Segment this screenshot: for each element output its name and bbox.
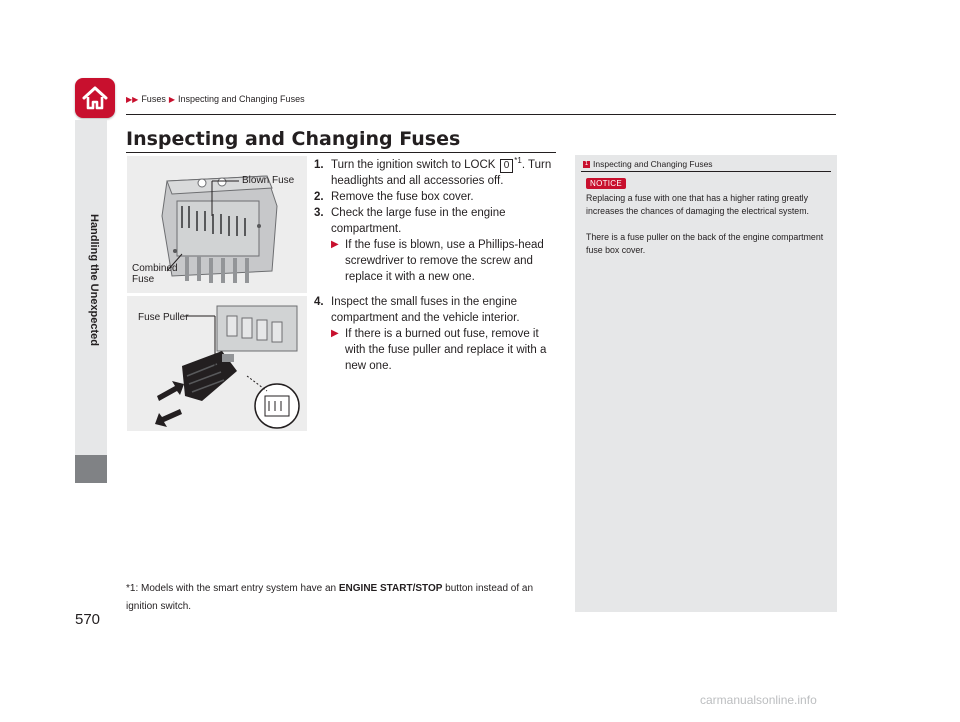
procedure-steps: [314, 157, 560, 374]
step-number: 4.: [314, 296, 324, 308]
sidebar-paragraph: There is a fuse puller on the back of the engine compartment fuse box cover.: [586, 232, 824, 255]
step-number: 3.: [314, 207, 324, 219]
sub-arrow-icon: ▶: [331, 239, 339, 250]
breadcrumb-link-fuses[interactable]: Fuses: [141, 94, 166, 104]
page-number: 570: [75, 611, 101, 628]
step-sub-item: [331, 237, 560, 285]
footnote-bold: ENGINE START/STOP: [338, 583, 443, 594]
sub-arrow-icon: ▶: [331, 328, 339, 339]
figure-fuse-box: [127, 156, 307, 293]
figure-fuse-puller: [127, 296, 307, 431]
header-rule: [126, 114, 836, 115]
breadcrumb-current: Inspecting and Changing Fuses: [177, 94, 305, 104]
footnote-text-end: button instead of an ignition switch.: [126, 583, 534, 612]
sidebar-heading-text: Inspecting and Changing Fuses: [593, 159, 713, 169]
step-4: [314, 294, 560, 374]
sub-text: If there is a burned out fuse, remove it with the fuse puller and replace it with a new one.: [345, 328, 547, 372]
chapter-side-tab-label: Handling the Unexpected: [88, 214, 100, 347]
step-2: [314, 189, 560, 205]
sidebar-paragraph: Replacing a fuse with one that has a higher rating greatly increases the chances of damaging the electrical system.: [586, 193, 809, 216]
label-combined-fuse-line1: Combined: [132, 263, 178, 274]
step-3: [314, 205, 560, 285]
home-icon: [81, 84, 109, 112]
label-combined-fuse-line2: Fuse: [132, 274, 155, 285]
sidebar-body: [586, 192, 826, 270]
chapter-side-tab-marker: [75, 455, 107, 483]
step-text-cont: . Turn headlights and all accessories off.: [331, 159, 552, 187]
notes-sidebar: [575, 155, 837, 612]
title-rule: [126, 152, 556, 153]
lock-key-symbol: 0: [500, 159, 514, 173]
watermark: carmanualsonline.info: [700, 693, 817, 707]
step-1: [314, 157, 560, 189]
notice-badge: NOTICE: [586, 178, 626, 189]
reference-icon: 1: [584, 160, 589, 167]
home-button[interactable]: [75, 78, 115, 118]
step-text: Check the large fuse in the engine compartment.: [331, 207, 506, 235]
page-title: Inspecting and Changing Fuses: [126, 128, 461, 150]
breadcrumb-arrow-icon: ▶: [168, 94, 175, 104]
step-sub-item: [331, 326, 560, 374]
breadcrumb-arrow-icon: ▶▶: [126, 94, 139, 104]
footnote-ref[interactable]: *1: [514, 156, 522, 166]
footnote: [126, 580, 566, 616]
label-blown-fuse: Blown Fuse: [242, 175, 295, 186]
sidebar-heading[interactable]: [583, 159, 713, 169]
breadcrumb: [126, 94, 305, 104]
step-text: Remove the fuse box cover.: [331, 191, 474, 203]
step-number: 2.: [314, 191, 324, 203]
step-text: Turn the ignition switch to LOCK: [331, 159, 499, 171]
label-fuse-puller: Fuse Puller: [138, 312, 189, 323]
step-number: 1.: [314, 159, 324, 171]
footnote-text: *1: Models with the smart entry system have an: [126, 583, 339, 594]
step-text: Inspect the small fuses in the engine compartment and the vehicle interior.: [331, 296, 520, 324]
sub-text: If the fuse is blown, use a Phillips-head screwdriver to remove the screw and replace it with a new one.: [345, 239, 544, 283]
sidebar-rule: [581, 171, 831, 172]
